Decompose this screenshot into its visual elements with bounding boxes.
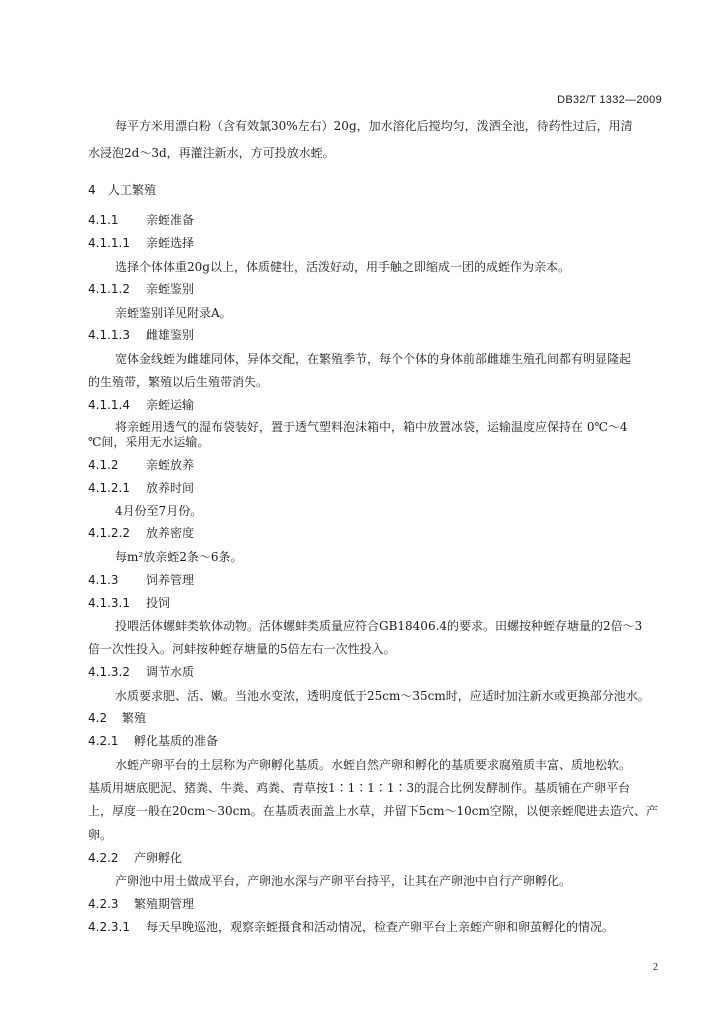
paragraph-line: 宽体金线蛭为雌雄同体，异体交配，在繁殖季节，每个个体的身体前部雌雄生殖孔间都有明显隆起: [115, 352, 632, 366]
section-heading: 4 人工繁殖: [88, 183, 157, 197]
section-heading: 4.1.1.1 亲蛭选择: [88, 236, 195, 250]
paragraph-line: 亲蛭鉴别详见附录A。: [115, 306, 232, 320]
section-heading: 4.2.3 繁殖期管理: [88, 897, 195, 911]
paragraph-line: 水浸泡2d～3d，再灌注新水，方可投放水蛭。: [88, 146, 335, 160]
section-heading: 4.2.2 产卵孵化: [88, 851, 183, 865]
section-heading: 4.1.1.3 雌雄鉴别: [88, 328, 195, 342]
section-heading: 4.1.2.2 放养密度: [88, 526, 195, 540]
section-heading: 4.1.1.4 亲蛭运输: [88, 398, 195, 412]
paragraph-line: 每m²放亲蛭2条～6条。: [115, 550, 243, 564]
paragraph-line: 产卵池中用土做成平台，产卵池水深与产卵平台持平，让其在产卵池中自行产卵孵化。: [115, 874, 572, 888]
section-heading: 4.1.2.1 放养时间: [88, 481, 195, 495]
paragraph-line: 水质要求肥、活、嫩。当池水变浓，透明度低于25cm～35cm时，应适时加注新水或更换部分池水。: [115, 689, 650, 703]
section-heading: 4.1.3.2 调节水质: [88, 665, 195, 679]
section-heading: 4.1.3.1 投饲: [88, 596, 171, 610]
section-heading: 4.2 繁殖: [88, 711, 147, 725]
standard-code: DB32/T 1332—2009: [557, 94, 662, 106]
page-number: 2: [653, 962, 658, 973]
section-heading: 4.2.1 孵化基质的准备: [88, 734, 219, 748]
paragraph-line: 上，厚度一般在20cm～30cm。在基质表面盖上水草，并留下5cm～10cm空隙，以便亲蛭爬进去造穴、产: [88, 804, 658, 818]
section-heading: 4.1.1.2 亲蛭鉴别: [88, 282, 195, 296]
paragraph-line: 4.2.3.1 每天早晚巡池，观察亲蛭摄食和活动情况，检查产卵平台上亲蛭产卵和卵茧孵化的情况。: [88, 920, 615, 934]
paragraph-line: 选择个体体重20g以上，体质健壮，活泼好动，用手触之即缩成一团的成蛭作为亲本。: [115, 260, 570, 274]
paragraph-line: ℃间，采用无水运输。: [88, 435, 210, 449]
paragraph-line: 4月份至7月份。: [115, 504, 203, 518]
paragraph-line: 卵。: [88, 828, 113, 842]
section-heading: 4.1.3 饲养管理: [88, 573, 195, 587]
section-heading: 4.1.1 亲蛭准备: [88, 213, 195, 227]
paragraph-line: 投喂活体螺蚌类软体动物。活体螺蚌类质量应符合GB18406.4的要求。田螺按种蛭存塘量的2倍～3: [115, 619, 643, 633]
paragraph-line: 基质用塘底肥泥、猪粪、牛粪、鸡粪、青草按1∶1∶1∶1∶3的混合比例发酵制作。基质铺在产卵平台: [88, 781, 631, 795]
paragraph-line: 水蛭产卵平台的土层称为产卵孵化基质。水蛭自然产卵和孵化的基质要求腐殖质丰富、质地松软。: [115, 758, 632, 772]
section-heading: 4.1.2 亲蛭放养: [88, 458, 195, 472]
paragraph-line: 每平方米用漂白粉（含有效氯30%左右）20g，加水溶化后搅均匀，泼洒全池，待药性过后，用清: [115, 119, 633, 133]
paragraph-line: 的生殖带，繁殖以后生殖带消失。: [88, 375, 269, 389]
paragraph-line: 将亲蛭用透气的湿布袋装好，置于透气塑料泡沫箱中，箱中放置冰袋，运输温度应保持在 0℃～4: [115, 420, 628, 434]
paragraph-line: 倍一次性投入。河蚌按种蛭存塘量的5倍左右一次性投入。: [88, 642, 396, 656]
